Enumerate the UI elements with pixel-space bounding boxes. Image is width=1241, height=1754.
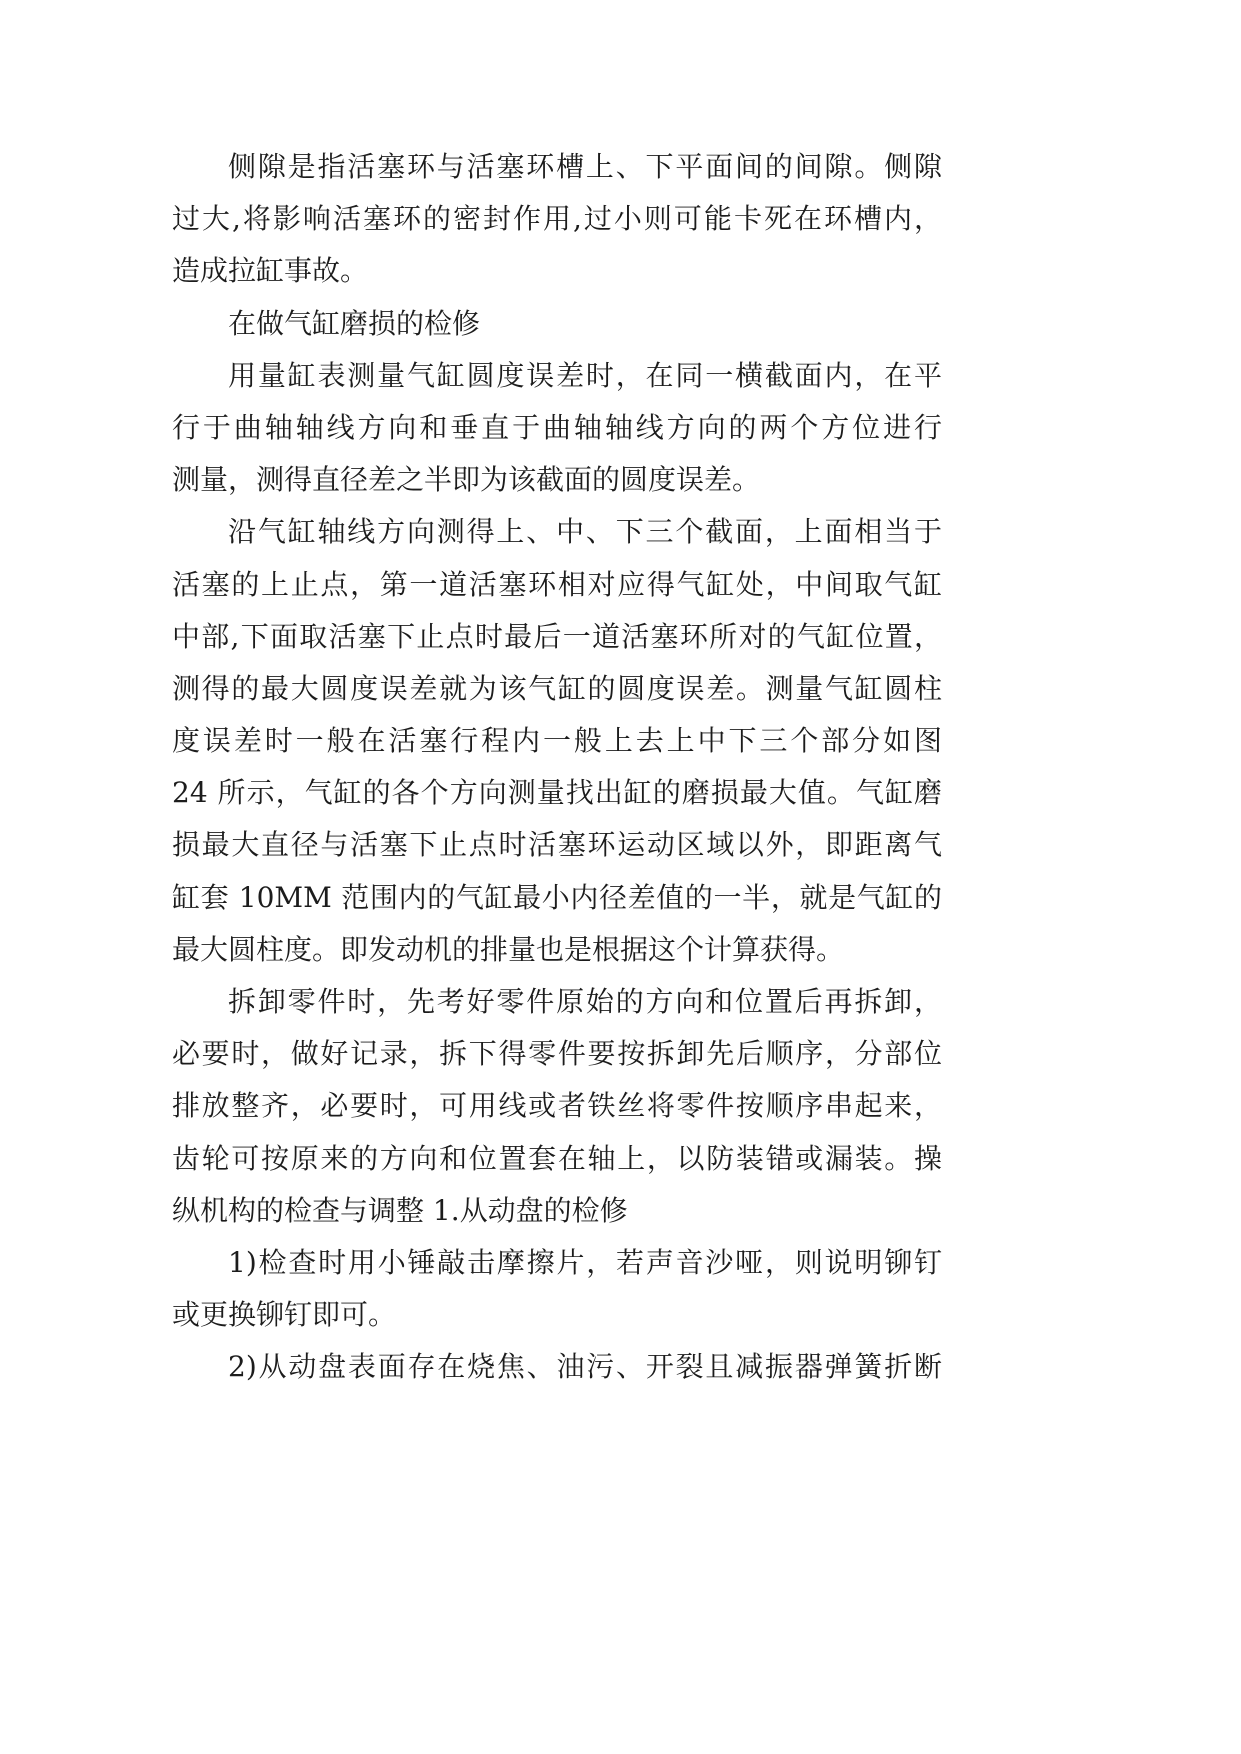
document-body	[172, 141, 942, 1394]
text-line: 拆卸零件时，先考好零件原始的方向和位置后再拆卸，	[228, 985, 942, 1018]
text-line: 过大,将影响活塞环的密封作用,过小则可能卡死在环槽内，	[172, 202, 942, 236]
text-line: 损最大直径与活塞下止点时活塞环运动区域以外，即距离气	[172, 828, 942, 862]
paragraph-disassembly	[172, 976, 942, 1237]
text-line: 或更换铆钉即可。	[172, 1298, 397, 1332]
paragraph-step-1	[172, 1237, 942, 1341]
text-line: 造成拉缸事故。	[172, 254, 369, 288]
text-line: 纵机构的检查与调整 1.从动盘的检修	[172, 1193, 628, 1227]
text-line: 24 所示，气缸的各个方向测量找出缸的磨损最大值。气缸磨	[172, 776, 942, 810]
text-line: 测得的最大圆度误差就为该气缸的圆度误差。测量气缸圆柱	[172, 671, 942, 705]
text-line: 必要时，做好记录，拆下得零件要按拆卸先后顺序，分部位	[172, 1037, 942, 1071]
text-line: 中部,下面取活塞下止点时最后一道活塞环所对的气缸位置，	[172, 619, 942, 653]
text-line: 侧隙是指活塞环与活塞环槽上、下平面间的间隙。侧隙	[228, 150, 942, 183]
paragraph-side-clearance	[172, 141, 942, 298]
text-line: 测量，测得直径差之半即为该截面的圆度误差。	[172, 463, 761, 497]
text-line: 排放整齐，必要时，可用线或者铁丝将零件按顺序串起来，	[172, 1089, 942, 1123]
text-line: 最大圆柱度。即发动机的排量也是根据这个计算获得。	[172, 932, 845, 966]
text-line: 度误差时一般在活塞行程内一般上去上中下三个部分如图	[172, 724, 942, 758]
paragraph-heading-cylinder-wear	[172, 298, 942, 350]
paragraph-step-2	[172, 1341, 942, 1393]
text-line: 行于曲轴轴线方向和垂直于曲轴轴线方向的两个方位进行	[172, 410, 942, 444]
text-line: 2)从动盘表面存在烧焦、油污、开裂且减振器弹簧折断	[228, 1350, 942, 1384]
text-line: 用量缸表测量气缸圆度误差时，在同一横截面内，在平	[228, 358, 942, 392]
text-line: 齿轮可按原来的方向和位置套在轴上，以防装错或漏装。操	[172, 1141, 942, 1175]
text-line: 缸套 10MM 范围内的气缸最小内径差值的一半，就是气缸的	[172, 880, 942, 914]
text-line: 活塞的上止点，第一道活塞环相对应得气缸处，中间取气缸	[172, 567, 942, 601]
paragraph-axial-measurement	[172, 506, 942, 976]
text-line: 沿气缸轴线方向测得上、中、下三个截面，上面相当于	[228, 515, 942, 549]
text-line: 在做气缸磨损的检修	[228, 306, 481, 340]
paragraph-roundness-measurement	[172, 350, 942, 507]
text-line: 1)检查时用小锤敲击摩擦片，若声音沙哑，则说明铆钉	[228, 1245, 942, 1279]
